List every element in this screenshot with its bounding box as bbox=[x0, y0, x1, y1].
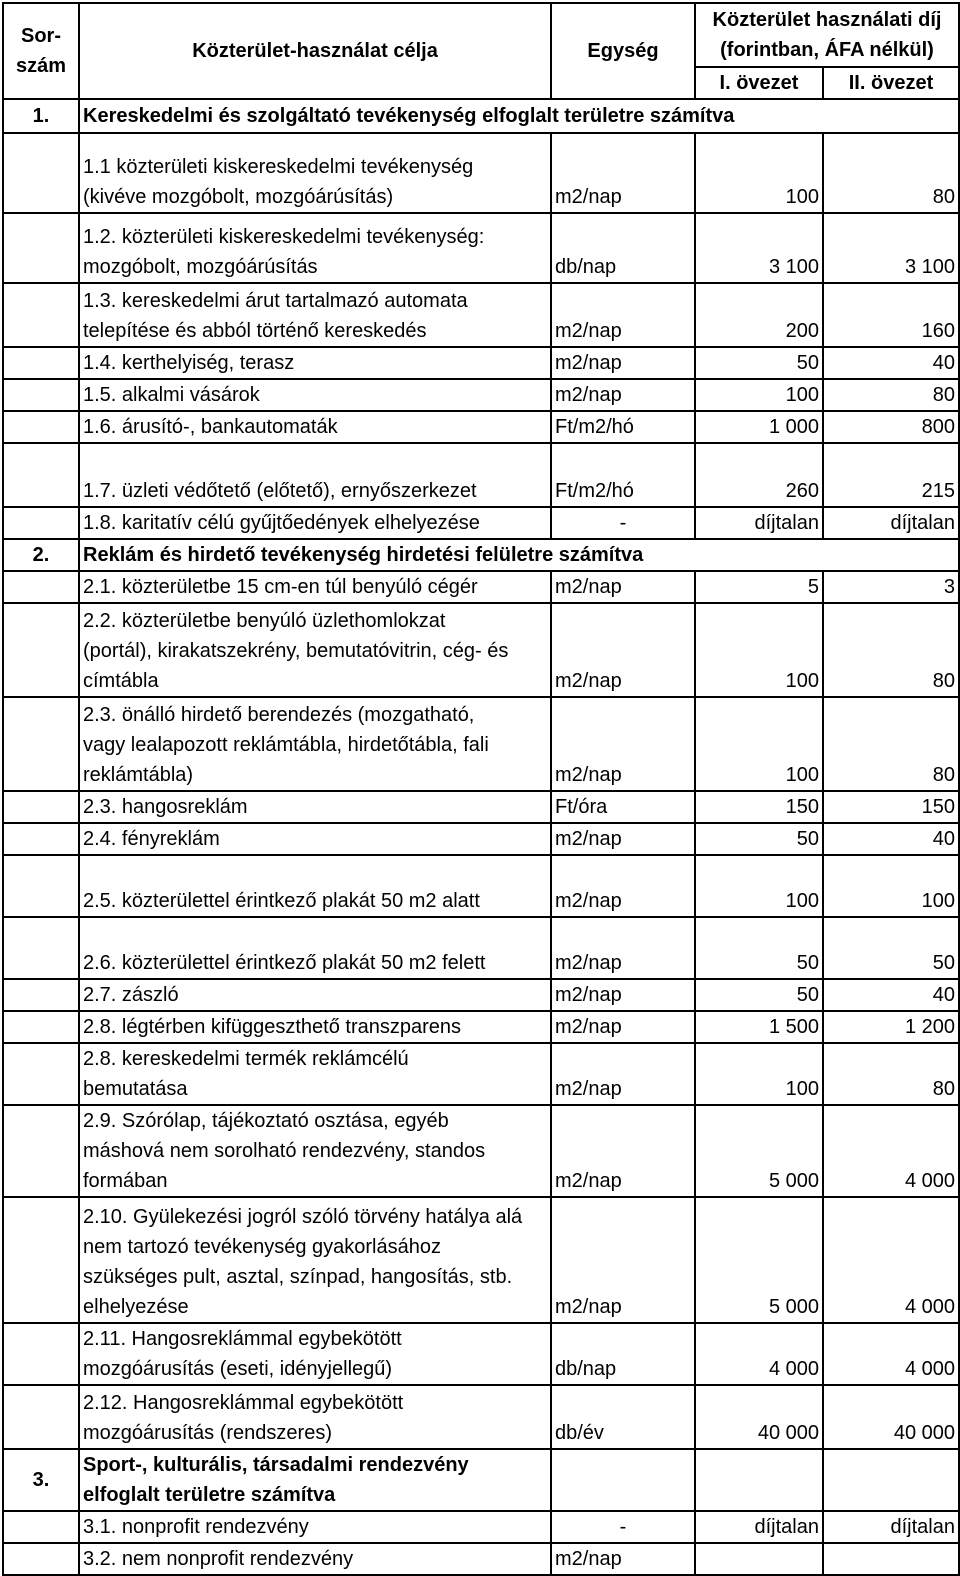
row-number bbox=[3, 855, 79, 917]
row-purpose bbox=[79, 379, 551, 411]
row-zone-1-fee: 40 000 bbox=[695, 1385, 823, 1449]
purpose-line: 1.3. kereskedelmi árut tartalmazó automata bbox=[83, 290, 468, 312]
row-zone-1-fee: 50 bbox=[695, 823, 823, 855]
row-purpose bbox=[79, 1511, 551, 1543]
row-purpose bbox=[79, 697, 551, 791]
header-fee-line: (forintban, ÁFA nélkül) bbox=[720, 39, 934, 61]
row-number bbox=[3, 1105, 79, 1197]
row-zone-2-fee bbox=[823, 1449, 959, 1511]
purpose-line: elhelyezése bbox=[83, 1296, 189, 1318]
purpose-line: 1.6. árusító-, bankautomaták bbox=[83, 416, 338, 438]
purpose-line: 1.7. üzleti védőtető (előtető), ernyőszerkezet bbox=[83, 480, 477, 502]
row-unit: m2/nap bbox=[551, 1011, 695, 1043]
row-unit: db/nap bbox=[551, 1323, 695, 1385]
purpose-line: 2.3. önálló hirdető berendezés (mozgatható, bbox=[83, 704, 475, 726]
purpose-line: 2.11. Hangosreklámmal egybekötött bbox=[83, 1328, 402, 1350]
header-purpose: Közterület-használat célja bbox=[79, 3, 551, 99]
row-purpose bbox=[79, 283, 551, 347]
row-zone-1-fee: díjtalan bbox=[695, 1511, 823, 1543]
row-zone-2-fee: 80 bbox=[823, 697, 959, 791]
purpose-line: 2.4. fényreklám bbox=[83, 828, 220, 850]
row-zone-2-fee: 40 000 bbox=[823, 1385, 959, 1449]
purpose-line: 3.1. nonprofit rendezvény bbox=[83, 1516, 309, 1538]
table-row bbox=[3, 979, 959, 1011]
row-zone-2-fee: 40 bbox=[823, 979, 959, 1011]
row-unit: m2/nap bbox=[551, 1105, 695, 1197]
row-purpose bbox=[79, 1105, 551, 1197]
purpose-line: 1.8. karitatív célú gyűjtőedények elhelyezése bbox=[83, 512, 480, 534]
purpose-line: 1.5. alkalmi vásárok bbox=[83, 384, 260, 406]
table-row bbox=[3, 1197, 959, 1323]
table-row bbox=[3, 379, 959, 411]
purpose-line: címtábla bbox=[83, 670, 159, 692]
purpose-line: szükséges pult, asztal, színpad, hangosítás, stb. bbox=[83, 1266, 513, 1288]
row-number bbox=[3, 347, 79, 379]
table-row bbox=[3, 1043, 959, 1105]
header-fee bbox=[695, 3, 959, 67]
row-zone-1-fee: 100 bbox=[695, 855, 823, 917]
row-purpose bbox=[79, 823, 551, 855]
purpose-line: 3.2. nem nonprofit rendezvény bbox=[83, 1548, 354, 1570]
table-row bbox=[3, 507, 959, 539]
row-zone-2-fee: 4 000 bbox=[823, 1105, 959, 1197]
header-fee-line: Közterület használati díj bbox=[712, 9, 942, 31]
table-row bbox=[3, 917, 959, 979]
table-row bbox=[3, 1011, 959, 1043]
row-zone-1-fee: 5 000 bbox=[695, 1105, 823, 1197]
row-number bbox=[3, 1197, 79, 1323]
purpose-line: elfoglalt területre számítva bbox=[83, 1484, 336, 1506]
row-zone-1-fee: 1 500 bbox=[695, 1011, 823, 1043]
row-zone-2-fee: díjtalan bbox=[823, 507, 959, 539]
row-zone-1-fee bbox=[695, 1543, 823, 1575]
row-number bbox=[3, 283, 79, 347]
purpose-line: 2.7. zászló bbox=[83, 984, 179, 1006]
row-zone-1-fee: 200 bbox=[695, 283, 823, 347]
row-zone-2-fee: 40 bbox=[823, 347, 959, 379]
section-row bbox=[3, 539, 959, 571]
purpose-line: telepítése és abból történő kereskedés bbox=[83, 320, 427, 342]
table-row bbox=[3, 347, 959, 379]
table-row bbox=[3, 1385, 959, 1449]
row-number bbox=[3, 697, 79, 791]
header-number-line: szám bbox=[15, 55, 67, 77]
purpose-line: 2.5. közterülettel érintkező plakát 50 m2 alatt bbox=[83, 890, 480, 912]
purpose-line: formában bbox=[83, 1170, 168, 1192]
row-zone-1-fee: 4 000 bbox=[695, 1323, 823, 1385]
row-purpose bbox=[79, 1385, 551, 1449]
row-number bbox=[3, 917, 79, 979]
row-purpose bbox=[79, 1323, 551, 1385]
row-number: 3. bbox=[3, 1449, 79, 1511]
purpose-line: 2.9. Szórólap, tájékoztató osztása, egyéb bbox=[83, 1110, 449, 1132]
row-zone-1-fee: 5 bbox=[695, 571, 823, 603]
purpose-line: (portál), kirakatszekrény, bemutatóvitrin, cég- és bbox=[83, 640, 509, 662]
row-unit: Ft/m2/hó bbox=[551, 443, 695, 507]
table-row bbox=[3, 1543, 959, 1575]
table-row bbox=[3, 411, 959, 443]
row-unit: m2/nap bbox=[551, 697, 695, 791]
row-zone-2-fee: 4 000 bbox=[823, 1197, 959, 1323]
table-row bbox=[3, 855, 959, 917]
row-unit: - bbox=[551, 507, 695, 539]
purpose-line: Reklám és hirdető tevékenység hirdetési felületre számítva bbox=[83, 544, 644, 566]
row-number bbox=[3, 133, 79, 213]
row-purpose bbox=[79, 347, 551, 379]
row-purpose bbox=[79, 571, 551, 603]
table-row bbox=[3, 697, 959, 791]
row-number bbox=[3, 507, 79, 539]
row-unit: m2/nap bbox=[551, 823, 695, 855]
header-number bbox=[3, 3, 79, 99]
purpose-line: 2.1. közterületbe 15 cm-en túl benyúló cégér bbox=[83, 576, 478, 598]
header-unit: Egység bbox=[551, 3, 695, 99]
table-row bbox=[3, 283, 959, 347]
purpose-line: reklámtábla) bbox=[83, 764, 194, 786]
row-number bbox=[3, 1511, 79, 1543]
purpose-line: 1.1 közterületi kiskereskedelmi tevékenység bbox=[83, 156, 474, 178]
table-row bbox=[3, 1105, 959, 1197]
purpose-line: 2.12. Hangosreklámmal egybekötött bbox=[83, 1392, 404, 1414]
row-unit: db/év bbox=[551, 1385, 695, 1449]
row-unit: m2/nap bbox=[551, 1543, 695, 1575]
row-zone-1-fee: 50 bbox=[695, 917, 823, 979]
row-unit bbox=[551, 1449, 695, 1511]
row-zone-2-fee bbox=[823, 1543, 959, 1575]
row-zone-1-fee: 50 bbox=[695, 347, 823, 379]
row-number: 1. bbox=[3, 99, 79, 133]
row-zone-1-fee: 100 bbox=[695, 1043, 823, 1105]
table-row bbox=[3, 133, 959, 213]
row-zone-1-fee: 3 100 bbox=[695, 213, 823, 283]
header-number-line: Sor- bbox=[21, 25, 61, 47]
row-purpose bbox=[79, 213, 551, 283]
row-zone-2-fee: 150 bbox=[823, 791, 959, 823]
row-zone-2-fee: 80 bbox=[823, 133, 959, 213]
header-row bbox=[3, 3, 959, 67]
row-number bbox=[3, 571, 79, 603]
row-unit: Ft/óra bbox=[551, 791, 695, 823]
row-unit: m2/nap bbox=[551, 855, 695, 917]
section-title bbox=[79, 539, 959, 571]
row-purpose bbox=[79, 603, 551, 697]
row-zone-2-fee: 4 000 bbox=[823, 1323, 959, 1385]
purpose-line: 2.3. hangosreklám bbox=[83, 796, 248, 818]
row-zone-2-fee: 1 200 bbox=[823, 1011, 959, 1043]
purpose-line: 2.6. közterülettel érintkező plakát 50 m2 felett bbox=[83, 952, 486, 974]
row-zone-2-fee: 160 bbox=[823, 283, 959, 347]
purpose-line: mozgóbolt, mozgóárúsítás bbox=[83, 256, 318, 278]
section-title bbox=[79, 1449, 551, 1511]
row-zone-2-fee: 50 bbox=[823, 917, 959, 979]
row-zone-2-fee: 40 bbox=[823, 823, 959, 855]
row-zone-2-fee: 80 bbox=[823, 603, 959, 697]
purpose-line: Sport-, kulturális, társadalmi rendezvény bbox=[83, 1454, 469, 1476]
purpose-line: bemutatása bbox=[83, 1078, 188, 1100]
row-zone-2-fee: 80 bbox=[823, 1043, 959, 1105]
row-number bbox=[3, 1043, 79, 1105]
row-number bbox=[3, 979, 79, 1011]
row-purpose bbox=[79, 1543, 551, 1575]
row-purpose bbox=[79, 443, 551, 507]
purpose-line: (kivéve mozgóbolt, mozgóárúsítás) bbox=[83, 186, 394, 208]
row-number bbox=[3, 791, 79, 823]
header-zone-1: I. övezet bbox=[695, 67, 823, 99]
purpose-line: vagy lealapozott reklámtábla, hirdetőtábla, fali bbox=[83, 734, 489, 756]
table-row bbox=[3, 791, 959, 823]
section-row bbox=[3, 99, 959, 133]
row-unit: - bbox=[551, 1511, 695, 1543]
row-unit: m2/nap bbox=[551, 1197, 695, 1323]
row-zone-1-fee: 100 bbox=[695, 697, 823, 791]
row-zone-1-fee: 1 000 bbox=[695, 411, 823, 443]
row-unit: Ft/m2/hó bbox=[551, 411, 695, 443]
row-unit: m2/nap bbox=[551, 603, 695, 697]
row-purpose bbox=[79, 411, 551, 443]
row-purpose bbox=[79, 1011, 551, 1043]
row-purpose bbox=[79, 791, 551, 823]
purpose-line: 2.8. kereskedelmi termék reklámcélú bbox=[83, 1048, 409, 1070]
purpose-line: máshová nem sorolható rendezvény, standos bbox=[83, 1140, 486, 1162]
row-unit: m2/nap bbox=[551, 379, 695, 411]
row-zone-2-fee: 3 100 bbox=[823, 213, 959, 283]
row-zone-2-fee: 215 bbox=[823, 443, 959, 507]
table-row bbox=[3, 603, 959, 697]
row-zone-1-fee: 260 bbox=[695, 443, 823, 507]
row-number: 2. bbox=[3, 539, 79, 571]
row-unit: m2/nap bbox=[551, 1043, 695, 1105]
row-zone-2-fee: 100 bbox=[823, 855, 959, 917]
row-purpose bbox=[79, 133, 551, 213]
row-number bbox=[3, 443, 79, 507]
table-row bbox=[3, 823, 959, 855]
row-number bbox=[3, 379, 79, 411]
row-zone-1-fee: 50 bbox=[695, 979, 823, 1011]
row-purpose bbox=[79, 855, 551, 917]
purpose-line: 2.10. Gyülekezési jogról szóló törvény hatálya alá bbox=[83, 1206, 523, 1228]
row-zone-2-fee: 800 bbox=[823, 411, 959, 443]
row-purpose bbox=[79, 917, 551, 979]
purpose-line: nem tartozó tevékenység gyakorlásához bbox=[83, 1236, 441, 1258]
table-row bbox=[3, 1511, 959, 1543]
row-zone-1-fee: 5 000 bbox=[695, 1197, 823, 1323]
row-number bbox=[3, 603, 79, 697]
row-zone-1-fee bbox=[695, 1449, 823, 1511]
purpose-line: 2.2. közterületbe benyúló üzlethomlokzat bbox=[83, 610, 446, 632]
row-number bbox=[3, 1543, 79, 1575]
row-zone-1-fee: 100 bbox=[695, 133, 823, 213]
purpose-line: mozgóárusítás (rendszeres) bbox=[83, 1422, 332, 1444]
row-zone-2-fee: 3 bbox=[823, 571, 959, 603]
row-zone-1-fee: 100 bbox=[695, 603, 823, 697]
row-zone-2-fee: 80 bbox=[823, 379, 959, 411]
row-unit: m2/nap bbox=[551, 133, 695, 213]
table-row bbox=[3, 443, 959, 507]
row-purpose bbox=[79, 1197, 551, 1323]
row-number bbox=[3, 411, 79, 443]
table-body bbox=[3, 3, 959, 1575]
row-zone-2-fee: díjtalan bbox=[823, 1511, 959, 1543]
row-number bbox=[3, 1323, 79, 1385]
table-row bbox=[3, 1323, 959, 1385]
row-purpose bbox=[79, 507, 551, 539]
row-zone-1-fee: 100 bbox=[695, 379, 823, 411]
row-number bbox=[3, 1385, 79, 1449]
row-unit: m2/nap bbox=[551, 979, 695, 1011]
row-unit: m2/nap bbox=[551, 347, 695, 379]
row-zone-1-fee: 150 bbox=[695, 791, 823, 823]
row-purpose bbox=[79, 1043, 551, 1105]
section-title bbox=[79, 99, 959, 133]
row-number bbox=[3, 1011, 79, 1043]
table-row bbox=[3, 213, 959, 283]
section-row bbox=[3, 1449, 959, 1511]
row-purpose bbox=[79, 979, 551, 1011]
purpose-line: 1.4. kerthelyiség, terasz bbox=[83, 352, 295, 374]
table-row bbox=[3, 571, 959, 603]
header-zone-2: II. övezet bbox=[823, 67, 959, 99]
row-unit: m2/nap bbox=[551, 571, 695, 603]
purpose-line: Kereskedelmi és szolgáltató tevékenység elfoglalt területre számítva bbox=[83, 105, 735, 127]
row-unit: db/nap bbox=[551, 213, 695, 283]
row-unit: m2/nap bbox=[551, 917, 695, 979]
purpose-line: mozgóárusítás (eseti, idényjellegű) bbox=[83, 1358, 393, 1380]
purpose-line: 1.2. közterületi kiskereskedelmi tevékenység: bbox=[83, 226, 485, 248]
fee-table bbox=[2, 2, 960, 1576]
row-number bbox=[3, 823, 79, 855]
row-zone-1-fee: díjtalan bbox=[695, 507, 823, 539]
row-unit: m2/nap bbox=[551, 283, 695, 347]
row-number bbox=[3, 213, 79, 283]
purpose-line: 2.8. légtérben kifüggeszthető transzparens bbox=[83, 1016, 462, 1038]
